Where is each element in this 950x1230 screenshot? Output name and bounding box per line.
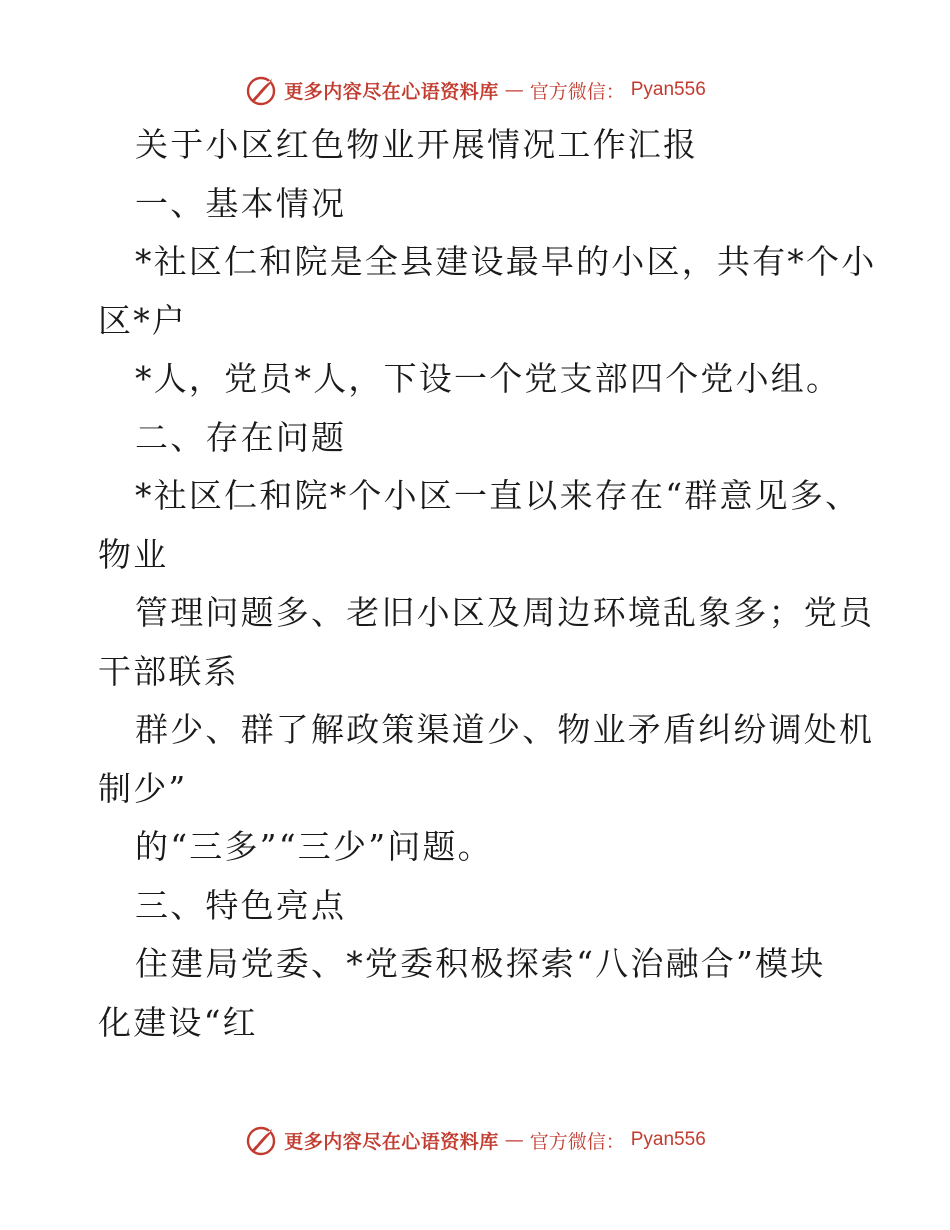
paragraph-line: 住建局党委、*党委积极探索“八治融合”模块 [135, 944, 826, 983]
paragraph-line: 管理问题多、老旧小区及周边环境乱象多；党员 [135, 593, 875, 632]
section-heading: 一、基本情况 [135, 183, 347, 223]
document-title: 关于小区红色物业开展情况工作汇报 [135, 125, 699, 164]
paragraph-line: 化建设“红 [98, 1002, 258, 1042]
watermark-brand: 更多内容尽在心语资料库 [284, 1130, 499, 1153]
document-body [98, 116, 877, 1052]
watermark-separator: — [504, 79, 524, 101]
watermark-separator: — [504, 1129, 524, 1151]
footer-watermark [0, 1120, 950, 1160]
paragraph-line: 干部联系 [98, 651, 239, 691]
paragraph-line: *社区仁和院*个小区一直以来存在“群意见多、 [135, 476, 861, 515]
paragraph-line: 制少” [98, 768, 188, 808]
paragraph-line: 的“三多”“三少”问题。 [135, 827, 493, 866]
watermark-brand: 更多内容尽在心语资料库 [284, 80, 499, 103]
watermark-id: Pyan556 [630, 1129, 706, 1150]
paragraph-line: 群少、群了解政策渠道少、物业矛盾纠纷调处机 [135, 710, 875, 749]
section-heading: 三、特色亮点 [135, 885, 347, 925]
paragraph-line: 区*户 [98, 300, 188, 340]
quill-pen-logo-icon [244, 1123, 278, 1157]
section-heading: 二、存在问题 [135, 417, 347, 457]
watermark-label: 官方微信： [529, 1130, 625, 1153]
watermark-label: 官方微信： [529, 80, 625, 103]
watermark-id: Pyan556 [630, 79, 706, 100]
paragraph-line: *人，党员*人，下设一个党支部四个党小组。 [135, 359, 842, 398]
header-watermark [0, 70, 950, 110]
paragraph-line: *社区仁和院是全县建设最早的小区，共有*个小 [135, 242, 877, 281]
paragraph-line: 物业 [98, 534, 169, 574]
quill-pen-logo-icon [244, 73, 278, 107]
